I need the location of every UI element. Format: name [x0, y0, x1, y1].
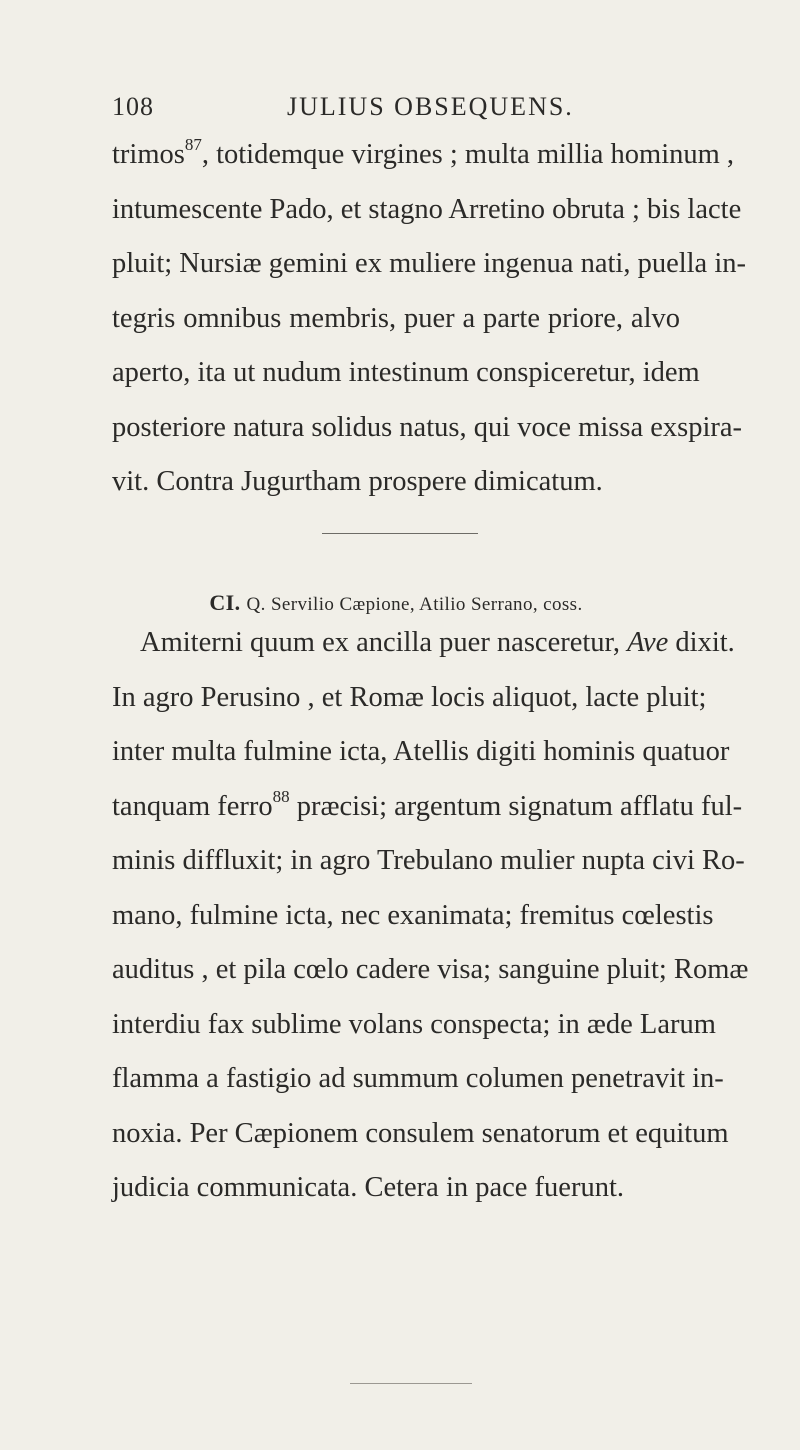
text-line	[112, 128, 735, 183]
text-line: noxia. Per Cæpionem consulem senatorum et equitum	[112, 1117, 729, 1149]
text-line: minis diffluxit; in agro Trebulano mulier nupta civi Ro-	[112, 845, 745, 876]
section-divider	[322, 533, 478, 534]
text-run: præcisi; argentum signatum afflatu ful-	[289, 790, 743, 822]
section-title: Q. Servilio Cæpione, Atilio Serrano, coss.	[246, 594, 583, 615]
text-run: dixit.	[675, 627, 735, 658]
text-line	[112, 780, 743, 835]
end-divider	[350, 1383, 472, 1384]
text-run: tanquam ferro	[112, 790, 273, 822]
text-line: mano, fulmine icta, nec exanimata; fremitus cœlestis	[112, 899, 714, 931]
text-run: , totidemque virgines ; multa millia hominum ,	[201, 139, 735, 170]
text-line: judicia communicata. Cetera in pace fuerunt.	[112, 1172, 624, 1203]
italic-word: Ave	[627, 627, 669, 658]
footnote-ref: 88	[272, 786, 290, 806]
text-line: pluit; Nursiæ gemini ex muliere ingenua nati, puella in-	[112, 248, 746, 279]
page-number: 108	[112, 92, 154, 121]
running-title: JULIUS OBSEQUENS.	[287, 92, 574, 121]
text-line: aperto, ita ut nudum intestinum conspiceretur, idem	[112, 357, 700, 388]
text-line: interdiu fax sublime volans conspecta; in æde Larum	[112, 1008, 716, 1040]
text-line: posteriore natura solidus natus, qui voce missa exspira-	[112, 411, 743, 443]
footnote-ref: 87	[184, 135, 202, 154]
text-run: trimos	[112, 139, 185, 170]
text-line	[112, 616, 735, 671]
page-header	[112, 92, 680, 132]
text-line: In agro Perusino , et Romæ locis aliquot, lacte pluit;	[112, 681, 707, 713]
text-line: vit. Contra Jugurtham prospere dimicatum.	[112, 466, 603, 497]
section-number: CI.	[209, 590, 241, 615]
text-line: auditus , et pila cœlo cadere visa; sanguine pluit; Romæ	[112, 954, 749, 985]
paragraph-2	[112, 616, 749, 1216]
text-line: flamma a fastigio ad summum columen penetravit in-	[112, 1063, 724, 1094]
section-heading	[112, 590, 680, 616]
text-line: intumescente Pado, et stagno Arretino obruta ; bis lacte	[112, 193, 742, 225]
text-line: inter multa fulmine icta, Atellis digiti hominis quatuor	[112, 736, 730, 767]
text-line: tegris omnibus membris, puer a parte priore, alvo	[112, 302, 680, 334]
paragraph-1	[112, 128, 746, 510]
text-run: Amiterni quum ex ancilla puer nasceretur,	[140, 627, 621, 658]
